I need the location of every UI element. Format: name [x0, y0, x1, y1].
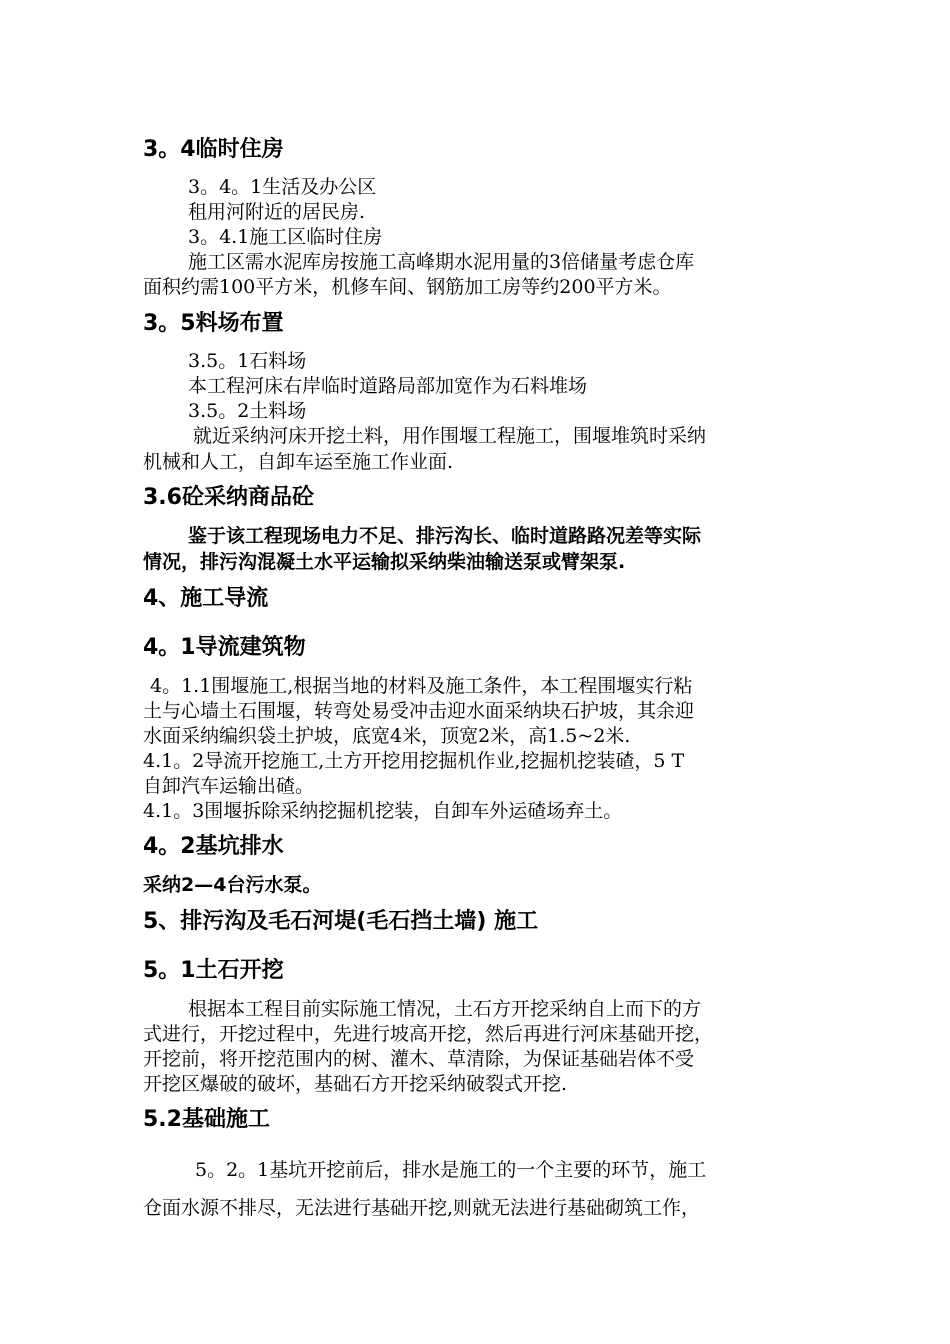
section-4-1-1-line-1: 4。1.1围堰施工,根据当地的材料及施工条件，本工程围堰实行粘	[150, 675, 693, 697]
section-4-heading: 4、施工导流	[143, 586, 269, 611]
section-5-1-line-4: 开挖区爆破的破坏，基础石方开挖采纳破裂式开挖.	[143, 1073, 568, 1095]
section-4-1-2-line-1: 4.1。2导流开挖施工,土方开挖用挖掘机作业,挖掘机挖装碴，5 T	[143, 750, 685, 772]
section-4-1-2-line-2: 自卸汽车运输出碴。	[143, 775, 315, 797]
section-3-5-heading: 3。5料场布置	[143, 311, 284, 336]
section-3-4-1-subheading: 3。4。1生活及办公区	[188, 176, 377, 198]
section-5-1-heading: 5。1土石开挖	[143, 958, 284, 983]
section-3-5-1-text: 本工程河床右岸临时道路局部加宽作为石料堆场	[188, 375, 588, 397]
section-3-6-text-line-2: 情况，排污沟混凝土水平运输拟采纳柴油输送泵或臂架泵.	[143, 551, 626, 573]
section-4-1-1-line-3: 水面采纳编织袋土护坡，底宽4米，顶宽2米，高1.5~2米.	[143, 725, 631, 747]
section-3-4-2-text-line-2: 面积约需100平方米，机修车间、钢筋加工房等约200平方米。	[143, 276, 672, 298]
section-3-4-heading: 3。4临时住房	[143, 137, 284, 162]
section-4-1-3-line-1: 4.1。3围堰拆除采纳挖掘机挖装，自卸车外运碴场弃土。	[143, 800, 623, 822]
section-3-4-1-text: 租用河附近的居民房.	[188, 201, 366, 223]
section-3-5-2-subheading: 3.5。2土料场	[188, 400, 307, 422]
section-4-1-1-line-2: 土与心墙土石围堰，转弯处易受冲击迎水面采纳块石护坡，其余迎	[143, 700, 695, 722]
section-4-2-text: 采纳2—4台污水泵。	[143, 874, 322, 896]
section-3-6-heading: 3.6砼采纳商品砼	[143, 485, 314, 510]
section-5-1-line-3: 开挖前，将开挖范围内的树、灌木、草清除，为保证基础岩体不受	[143, 1048, 695, 1070]
section-4-1-heading: 4。1导流建筑物	[143, 635, 306, 660]
section-3-5-2-text-line-2: 机械和人工，自卸车运至施工作业面.	[143, 451, 454, 473]
section-3-4-2-text-line-1: 施工区需水泥库房按施工高峰期水泥用量的3倍储量考虑仓库	[188, 251, 695, 273]
section-3-6-text-line-1: 鉴于该工程现场电力不足、排污沟长、临时道路路况差等实际	[188, 525, 702, 547]
section-5-2-1-line-1: 5。2。1基坑开挖前后，排水是施工的一个主要的环节，施工	[195, 1159, 707, 1181]
section-5-1-line-2: 式进行，开挖过程中，先进行坡高开挖，然后再进行河床基础开挖，	[143, 1023, 714, 1045]
section-3-4-2-subheading: 3。4.1施工区临时住房	[188, 226, 383, 248]
section-5-2-heading: 5.2基础施工	[143, 1107, 270, 1132]
section-3-5-2-text-line-1: 就近采纳河床开挖土料，用作围堰工程施工，围堰堆筑时采纳	[193, 425, 707, 447]
section-5-2-1-line-2: 仓面水源不排尽，无法进行基础开挖,则就无法进行基础砌筑工作，	[143, 1197, 701, 1219]
section-3-5-1-subheading: 3.5。1石料场	[188, 350, 307, 372]
section-5-heading: 5、排污沟及毛石河堤(毛石挡土墙) 施工	[143, 909, 539, 934]
section-5-1-line-1: 根据本工程目前实际施工情况，土石方开挖采纳自上而下的方	[188, 998, 702, 1020]
section-4-2-heading: 4。2基坑排水	[143, 834, 284, 859]
